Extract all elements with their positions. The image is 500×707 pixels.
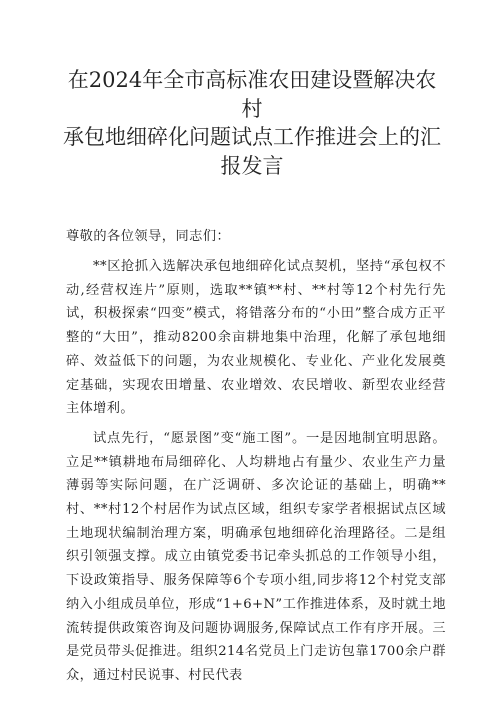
title-line-3: 报发言 [220,153,284,178]
document-title [58,66,446,180]
paragraph-1: **区抢抓入选解决承包地细碎化试点契机，坚持“承包权不动,经营权连片”原则，选取**镇**村、**村等12个村先行先试，积极探索“四变”模式，将错落分布的“小田”整合成方正平整的“大田”，推动8200余亩耕地集中治理，化解了承包地细碎、效益低下的问题，为农业规模化、专业化、产业化发展奠定基础，实现农田增量、农业增效、农民增收、新型农业经营主体增利。 [66,259,446,417]
paragraph-2: 试点先行，“愿景图”变“施工图”。一是因地制宜明思路。立足**镇耕地布局细碎化、人均耕地占有量少、农业生产力量薄弱等实际问题，在广泛调研、多次论证的基础上，明确**村、**村12个村居作为试点区域，组织专家学者根据试点区域土地现状编制治理方案，明确承包地细碎化治理路径。二是组织引领强支撑。成立由镇党委书记牵头抓总的工作领导小组，下设政策指导、服务保障等6个专项小组,同步将12个村党支部纳入小组成员单位，形成“1+6+N”工作推进体系，及时就土地流转提供政策咨询及问题协调服务,保障试点工作有序开展。三是党员带头促推进。组织214名党员上门走访包靠1700余户群众，通过村民说事、村民代表 [66,430,446,683]
salutation: 尊敬的各位领导，同志们： [66,229,231,244]
title-line-1: 在2024年全市高标准农田建设暨解决农村 [67,68,437,121]
title-line-2: 承包地细碎化问题试点工作推进会上的汇 [63,125,441,149]
